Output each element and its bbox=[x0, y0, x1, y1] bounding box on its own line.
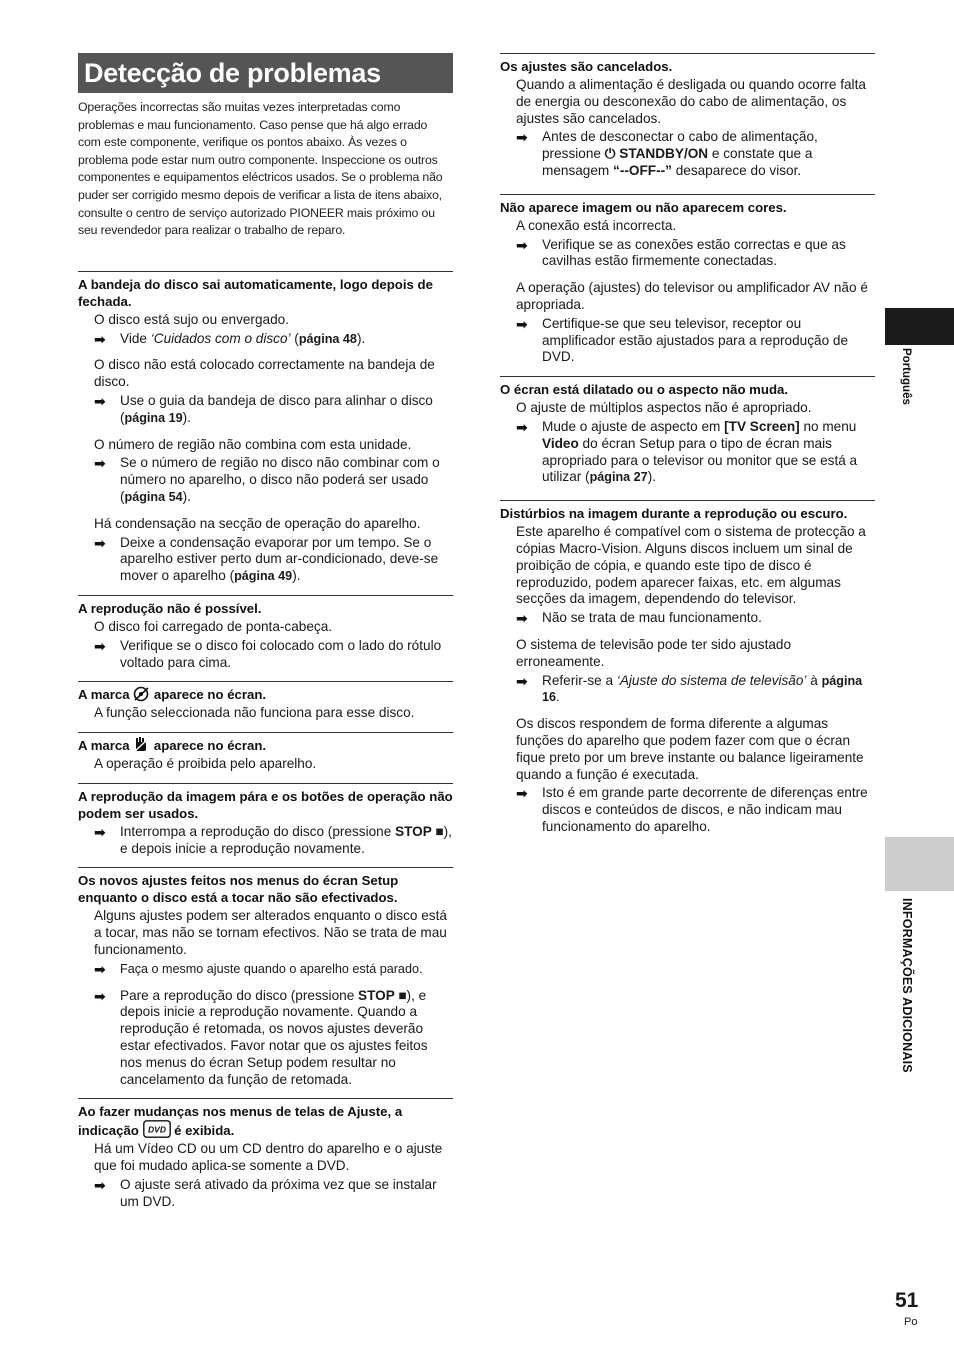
remedy-item bbox=[78, 331, 453, 348]
arrow-right-icon: ➡ bbox=[516, 418, 528, 435]
remedy-ref-title: ‘Ajuste do sistema de televisão’ bbox=[616, 672, 807, 688]
remedy-text: no menu bbox=[799, 418, 857, 434]
cause-text: A conexão está incorrecta. bbox=[516, 217, 677, 233]
remedy-text: ). bbox=[182, 409, 191, 425]
remedy-item bbox=[78, 824, 453, 858]
remedy-text: ). bbox=[292, 568, 301, 584]
problem-disc-mark bbox=[78, 681, 453, 722]
remedy-text: desaparece do visor. bbox=[671, 162, 802, 178]
button-reference: ⏻ STANDBY/ON bbox=[604, 146, 709, 162]
page-reference: página 19 bbox=[124, 410, 183, 425]
problem-hand-mark bbox=[78, 732, 453, 773]
problem-heading: O écran está dilatado ou o aspecto não muda. bbox=[500, 382, 788, 398]
remedy-item bbox=[500, 673, 875, 707]
remedy-text: e constate que a mensagem bbox=[542, 146, 813, 178]
sidebar-tab-grey bbox=[885, 837, 954, 891]
cause-text: Alguns ajustes podem ser alterados enquanto o disco está a tocar, mas não se tornam efectivos. Não se trata de mau funcionamento. bbox=[94, 908, 447, 958]
remedy-text: do écran Setup para o tipo de écran mais apropriado para o televisor ou monitor que se está a utilizar ( bbox=[542, 435, 858, 485]
page-reference: página 49 bbox=[234, 569, 293, 584]
remedy-text: Verifique se o disco foi colocado com o lado do rótulo voltado para cima. bbox=[120, 637, 442, 670]
problem-playback-stops bbox=[78, 783, 453, 858]
remedy-text: Mude o ajuste de aspecto em bbox=[542, 418, 725, 434]
problem-dvd-indicator bbox=[78, 1098, 453, 1210]
arrow-right-icon: ➡ bbox=[94, 637, 106, 654]
problem-heading: Não aparece imagem ou não aparecem cores. bbox=[500, 199, 787, 215]
button-reference: STOP ■ bbox=[358, 987, 407, 1003]
remedy-text: Não se trata de mau funcionamento. bbox=[542, 610, 762, 626]
display-message: “--OFF--” bbox=[613, 162, 672, 178]
cause-text: A operação (ajustes) do televisor ou amplificador AV não é apropriada. bbox=[516, 280, 868, 312]
remedy-item bbox=[500, 785, 875, 835]
problem-heading: A marca aparece no écran. bbox=[78, 738, 267, 754]
cause-text: O sistema de televisão pode ter sido ajustado erroneamente. bbox=[516, 636, 792, 669]
arrow-right-icon: ➡ bbox=[94, 392, 106, 409]
remedy-text: Certifique-se que seu televisor, receptor ou amplificador estão ajustados para a reprodução de DVD. bbox=[542, 315, 849, 365]
page-reference: página 27 bbox=[589, 470, 648, 485]
remedy-item bbox=[78, 961, 453, 978]
remedy-text: Verifique se as conexões estão correctas e que as cavilhas estão firmemente conectadas. bbox=[542, 236, 846, 269]
problem-heading: Os novos ajustes feitos nos menus do écran Setup enquanto o disco está a tocar não são efectivados. bbox=[78, 873, 399, 906]
remedy-item bbox=[500, 316, 875, 366]
problem-heading: A bandeja do disco sai automaticamente, logo depois de fechada. bbox=[78, 276, 433, 309]
remedy-text: Se o número de região no disco não combinar com o número no aparelho, o disco não poderá ser usado ( bbox=[120, 455, 440, 504]
remedy-text: Deixe a condensação evaporar por um tempo. Se o aparelho estiver perto dum ar-condicionado, deve-se mover o aparelho ( bbox=[120, 534, 439, 584]
remedy-item bbox=[500, 610, 875, 627]
remedy-item bbox=[500, 419, 875, 486]
menu-reference: Video bbox=[542, 435, 579, 451]
sidebar-language-label: Português bbox=[900, 348, 912, 405]
right-column bbox=[500, 53, 875, 846]
cause-text: Os discos respondem de forma diferente a algumas funções do aparelho que podem fazer com que o écran fique preto por um breve instante ou balance ligeiramente quando a função é executada. bbox=[516, 716, 864, 782]
page-language-code: Po bbox=[904, 1316, 918, 1328]
remedy-text: à bbox=[806, 672, 822, 688]
problem-heading: A marca aparece no écran. bbox=[78, 687, 267, 703]
page-title: Detecção de problemas bbox=[78, 53, 453, 93]
remedy-text: ). bbox=[647, 469, 656, 485]
remedy-text: Interrompa a reprodução do disco (pressione bbox=[120, 823, 396, 839]
sidebar-section-label: INFORMAÇÕES ADICIONAIS bbox=[900, 898, 914, 1073]
dvd-icon bbox=[143, 1120, 171, 1138]
problem-no-picture bbox=[500, 194, 875, 366]
cause-text: O ajuste de múltiplos aspectos não é apropriado. bbox=[516, 400, 812, 416]
remedy-item bbox=[78, 988, 453, 1089]
disc-prohibited-icon bbox=[133, 686, 150, 702]
arrow-right-icon: ➡ bbox=[94, 330, 106, 347]
arrow-right-icon: ➡ bbox=[94, 455, 106, 472]
problem-tray-ejects bbox=[78, 271, 453, 585]
remedy-text: ). bbox=[356, 330, 366, 346]
page-reference: página 16 bbox=[542, 673, 863, 705]
cause-text: Quando a alimentação é desligada ou quando ocorre falta de energia ou desconexão do cabo de alimentação, os ajustes são cancelados. bbox=[516, 77, 866, 126]
remedy-text: Faça o mesmo ajuste quando o aparelho está parado. bbox=[120, 961, 423, 976]
arrow-right-icon: ➡ bbox=[516, 315, 528, 332]
remedy-text: Referir-se a bbox=[542, 672, 617, 688]
cause-text: O disco não está colocado correctamente na bandeja de disco. bbox=[94, 357, 435, 390]
intro-paragraph: Operações incorrectas são muitas vezes interpretadas como problemas e mau funcionamento. Caso pense que há algo errado com este componente, verifique os pontos abaixo. Às vezes o problema pode estar num outro componente. Inspeccione os outros componentes e equipamentos eléctricos usados. Se o problema não puder ser corrigido mesmo depois de verificar a lista de itens abaixo, consulte o centro de serviço autorizado PIONEER mais próximo ou seu revendedor para realizar o trabalho de reparo. bbox=[78, 100, 443, 238]
left-column bbox=[78, 53, 453, 1221]
cause-text: Há condensação na secção de operação do aparelho. bbox=[94, 515, 421, 531]
remedy-text: ( bbox=[290, 330, 299, 346]
arrow-right-icon: ➡ bbox=[94, 534, 106, 551]
remedy-item bbox=[500, 129, 875, 179]
cause-text: O disco foi carregado de ponta-cabeça. bbox=[94, 618, 333, 634]
arrow-right-icon: ➡ bbox=[516, 236, 528, 253]
problem-picture-disturbance bbox=[500, 500, 875, 836]
problem-setup-not-effective bbox=[78, 867, 453, 1088]
remedy-text: Antes de desconectar o cabo de alimentação, pressione bbox=[542, 129, 818, 162]
hand-prohibited-icon bbox=[133, 737, 150, 753]
page-reference: página 48 bbox=[298, 331, 357, 346]
problem-heading: Distúrbios na imagem durante a reprodução ou escuro. bbox=[500, 506, 848, 522]
remedy-text: ), e depois inicie a reprodução novamente. bbox=[120, 823, 452, 856]
problem-heading: Ao fazer mudanças nos menus de telas de Ajuste, a indicação DVD é exibida. bbox=[78, 1104, 403, 1139]
remedy-item bbox=[78, 1177, 453, 1211]
arrow-right-icon: ➡ bbox=[94, 987, 106, 1004]
problem-playback-impossible bbox=[78, 595, 453, 671]
cause-text: A operação é proibida pelo aparelho. bbox=[94, 756, 317, 772]
remedy-text: O ajuste será ativado da próxima vez que se instalar um DVD. bbox=[120, 1177, 437, 1209]
dvd-icon-label: DVD bbox=[147, 1124, 166, 1135]
remedy-text: Use o guia da bandeja de disco para alinhar o disco ( bbox=[120, 392, 433, 425]
button-reference: STOP ■ bbox=[395, 823, 444, 839]
remedy-item bbox=[500, 237, 875, 271]
cause-text: Há um Vídeo CD ou um CD dentro do aparelho e o ajuste que foi mudado aplica-se somente a DVD. bbox=[94, 1141, 443, 1174]
remedy-item bbox=[78, 535, 453, 585]
remedy-text: ), e depois inicie a reprodução novamente. Quando a reprodução é retomada, os novos ajustes deverão estar efectivados. Favor notar que os ajustes feitos nos menus do écran Setup podem resultar no cancelamento da função de retomada. bbox=[120, 987, 428, 1087]
arrow-right-icon: ➡ bbox=[94, 823, 106, 840]
page-reference: página 54 bbox=[124, 489, 183, 504]
problem-heading: A reprodução não é possível. bbox=[78, 600, 262, 616]
remedy-text: Isto é em grande parte decorrente de diferenças entre discos e conteúdos de discos, e não indicam mau funcionamento do aparelho. bbox=[542, 785, 868, 834]
arrow-right-icon: ➡ bbox=[516, 129, 528, 146]
cause-text: Este aparelho é compatível com o sistema de protecção a cópias Macro-Vision. Alguns discos incluem um sinal de proibição de cópia, e quando este tipo de disco é reproduzido, podem aparecer faixas, etc. em algumas secções da imagem, dependendo do televisor. bbox=[516, 524, 866, 607]
remedy-text: . bbox=[556, 689, 560, 705]
problem-screen-stretched bbox=[500, 376, 875, 486]
menu-reference: [TV Screen] bbox=[724, 418, 800, 434]
page-number: 51 bbox=[895, 1289, 919, 1312]
remedy-item bbox=[78, 638, 453, 672]
arrow-right-icon: ➡ bbox=[94, 1177, 106, 1194]
cause-text: A função seleccionada não funciona para esse disco. bbox=[94, 705, 415, 721]
problem-settings-cancelled bbox=[500, 53, 875, 180]
remedy-text: Vide bbox=[120, 330, 151, 346]
problem-heading: A reprodução da imagem pára e os botões de operação não podem ser usados. bbox=[78, 788, 453, 821]
remedy-text: Pare a reprodução do disco (pressione bbox=[120, 987, 359, 1003]
remedy-item bbox=[78, 455, 453, 505]
cause-text: O disco está sujo ou envergado. bbox=[94, 311, 289, 327]
arrow-right-icon: ➡ bbox=[516, 785, 528, 802]
sidebar-tab-dark bbox=[885, 308, 954, 345]
arrow-right-icon: ➡ bbox=[516, 672, 528, 689]
arrow-right-icon: ➡ bbox=[516, 610, 528, 627]
remedy-ref-title: ‘Cuidados com o disco’ bbox=[150, 330, 291, 346]
cause-text: O número de região não combina com esta unidade. bbox=[94, 436, 412, 452]
remedy-text: ). bbox=[182, 488, 191, 504]
remedy-item bbox=[78, 393, 453, 427]
arrow-right-icon: ➡ bbox=[94, 960, 106, 977]
problem-heading: Os ajustes são cancelados. bbox=[500, 59, 673, 74]
